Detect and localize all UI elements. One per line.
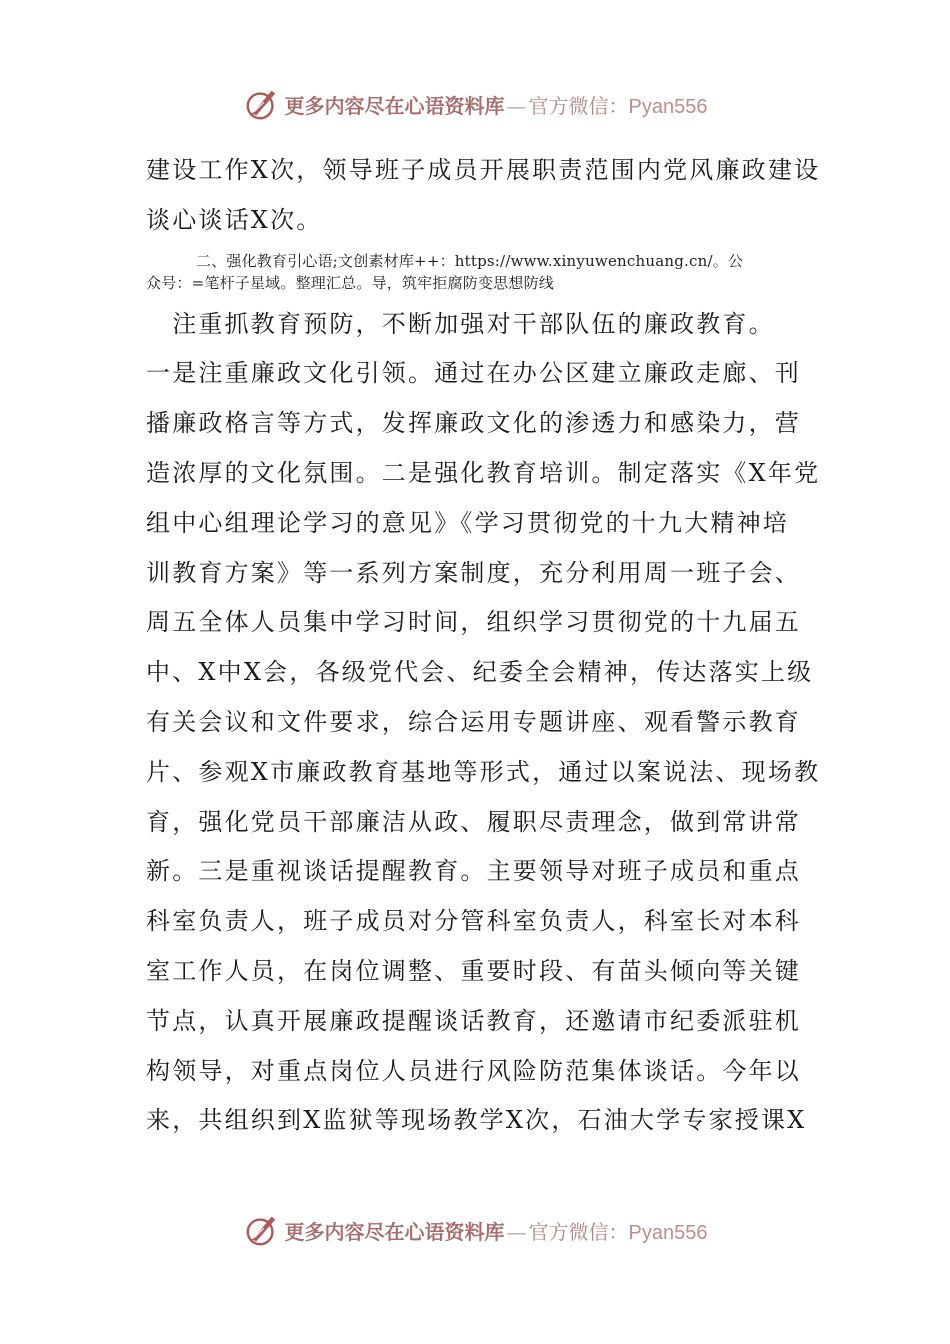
watermark-text <box>285 1216 708 1245</box>
paragraph-line: 造浓厚的文化氛围。二是强化教育培训。制定落实《X年党 <box>146 458 821 487</box>
section-heading-line: 众号：=笔杆子星域。整理汇总。导，筑牢拒腐防变思想防线 <box>146 273 554 292</box>
paragraph-line: 新。三是重视谈话提醒教育。主要领导对班子成员和重点 <box>146 857 801 886</box>
watermark-wechat-id: Pyan556 <box>628 1221 708 1244</box>
watermark-separator: — <box>506 1219 527 1244</box>
quill-pen-circle-icon <box>243 85 281 123</box>
paragraph-line: 播廉政格言等方式，发挥廉政文化的渗透力和感染力，营 <box>146 409 801 438</box>
footer-watermark <box>0 1206 950 1254</box>
paragraph-line: 室工作人员，在岗位调整、重要时段、有苗头倾向等关键 <box>146 956 801 985</box>
paragraph-line: 有关会议和文件要求，综合运用专题讲座、观看警示教育 <box>146 707 801 736</box>
watermark-separator: — <box>506 93 527 118</box>
body-line: 谈心谈话X次。 <box>146 205 323 234</box>
paragraph-line: 训教育方案》等一系列方案制度，充分利用周一班子会、 <box>146 558 801 587</box>
paragraph-line: 构领导，对重点岗位人员进行风险防范集体谈话。今年以 <box>146 1056 801 1085</box>
paragraph-line: 来，共组织到X监狱等现场教学X次，石油大学专家授课X <box>146 1106 807 1135</box>
section-heading-line: 二、强化教育引心语;文创素材库++：https://www.xinyuwenchuang.cn/。公 <box>196 251 744 270</box>
watermark-brand: 更多内容尽在心语资料库 <box>284 93 505 118</box>
paragraph-line: 周五全体人员集中学习时间，组织学习贯彻党的十九届五 <box>146 608 801 637</box>
quill-pen-circle-icon <box>243 1211 281 1249</box>
paragraph-line: 注重抓教育预防，不断加强对干部队伍的廉政教育。 <box>146 309 775 338</box>
watermark-text <box>285 90 708 119</box>
watermark-contact-label: 官方微信： <box>528 1219 629 1244</box>
paragraph-line: 组中心组理论学习的意见》《学习贯彻党的十九大精神培 <box>146 508 789 537</box>
paragraph-line: 育，强化党员干部廉洁从政、履职尽责理念，做到常讲常 <box>146 807 801 836</box>
paragraph-line: 科室负责人，班子成员对分管科室负责人，科室长对本科 <box>146 907 801 936</box>
paragraph-line: 片、参观X市廉政教育基地等形式，通过以案说法、现场教 <box>146 757 821 786</box>
watermark-wechat-id: Pyan556 <box>628 95 708 118</box>
watermark-brand: 更多内容尽在心语资料库 <box>284 1219 505 1244</box>
header-watermark <box>0 80 950 128</box>
paragraph-line: 节点，认真开展廉政提醒谈话教育，还邀请市纪委派驻机 <box>146 1006 801 1035</box>
paragraph-line: 中、X中X会，各级党代会、纪委全会精神，传达落实上级 <box>146 658 814 687</box>
paragraph-line: 一是注重廉政文化引领。通过在办公区建立廉政走廊、刊 <box>146 359 801 388</box>
body-line: 建设工作X次，领导班子成员开展职责范围内党风廉政建设 <box>146 156 821 184</box>
watermark-contact-label: 官方微信： <box>528 93 629 118</box>
document-body <box>146 146 826 1146</box>
